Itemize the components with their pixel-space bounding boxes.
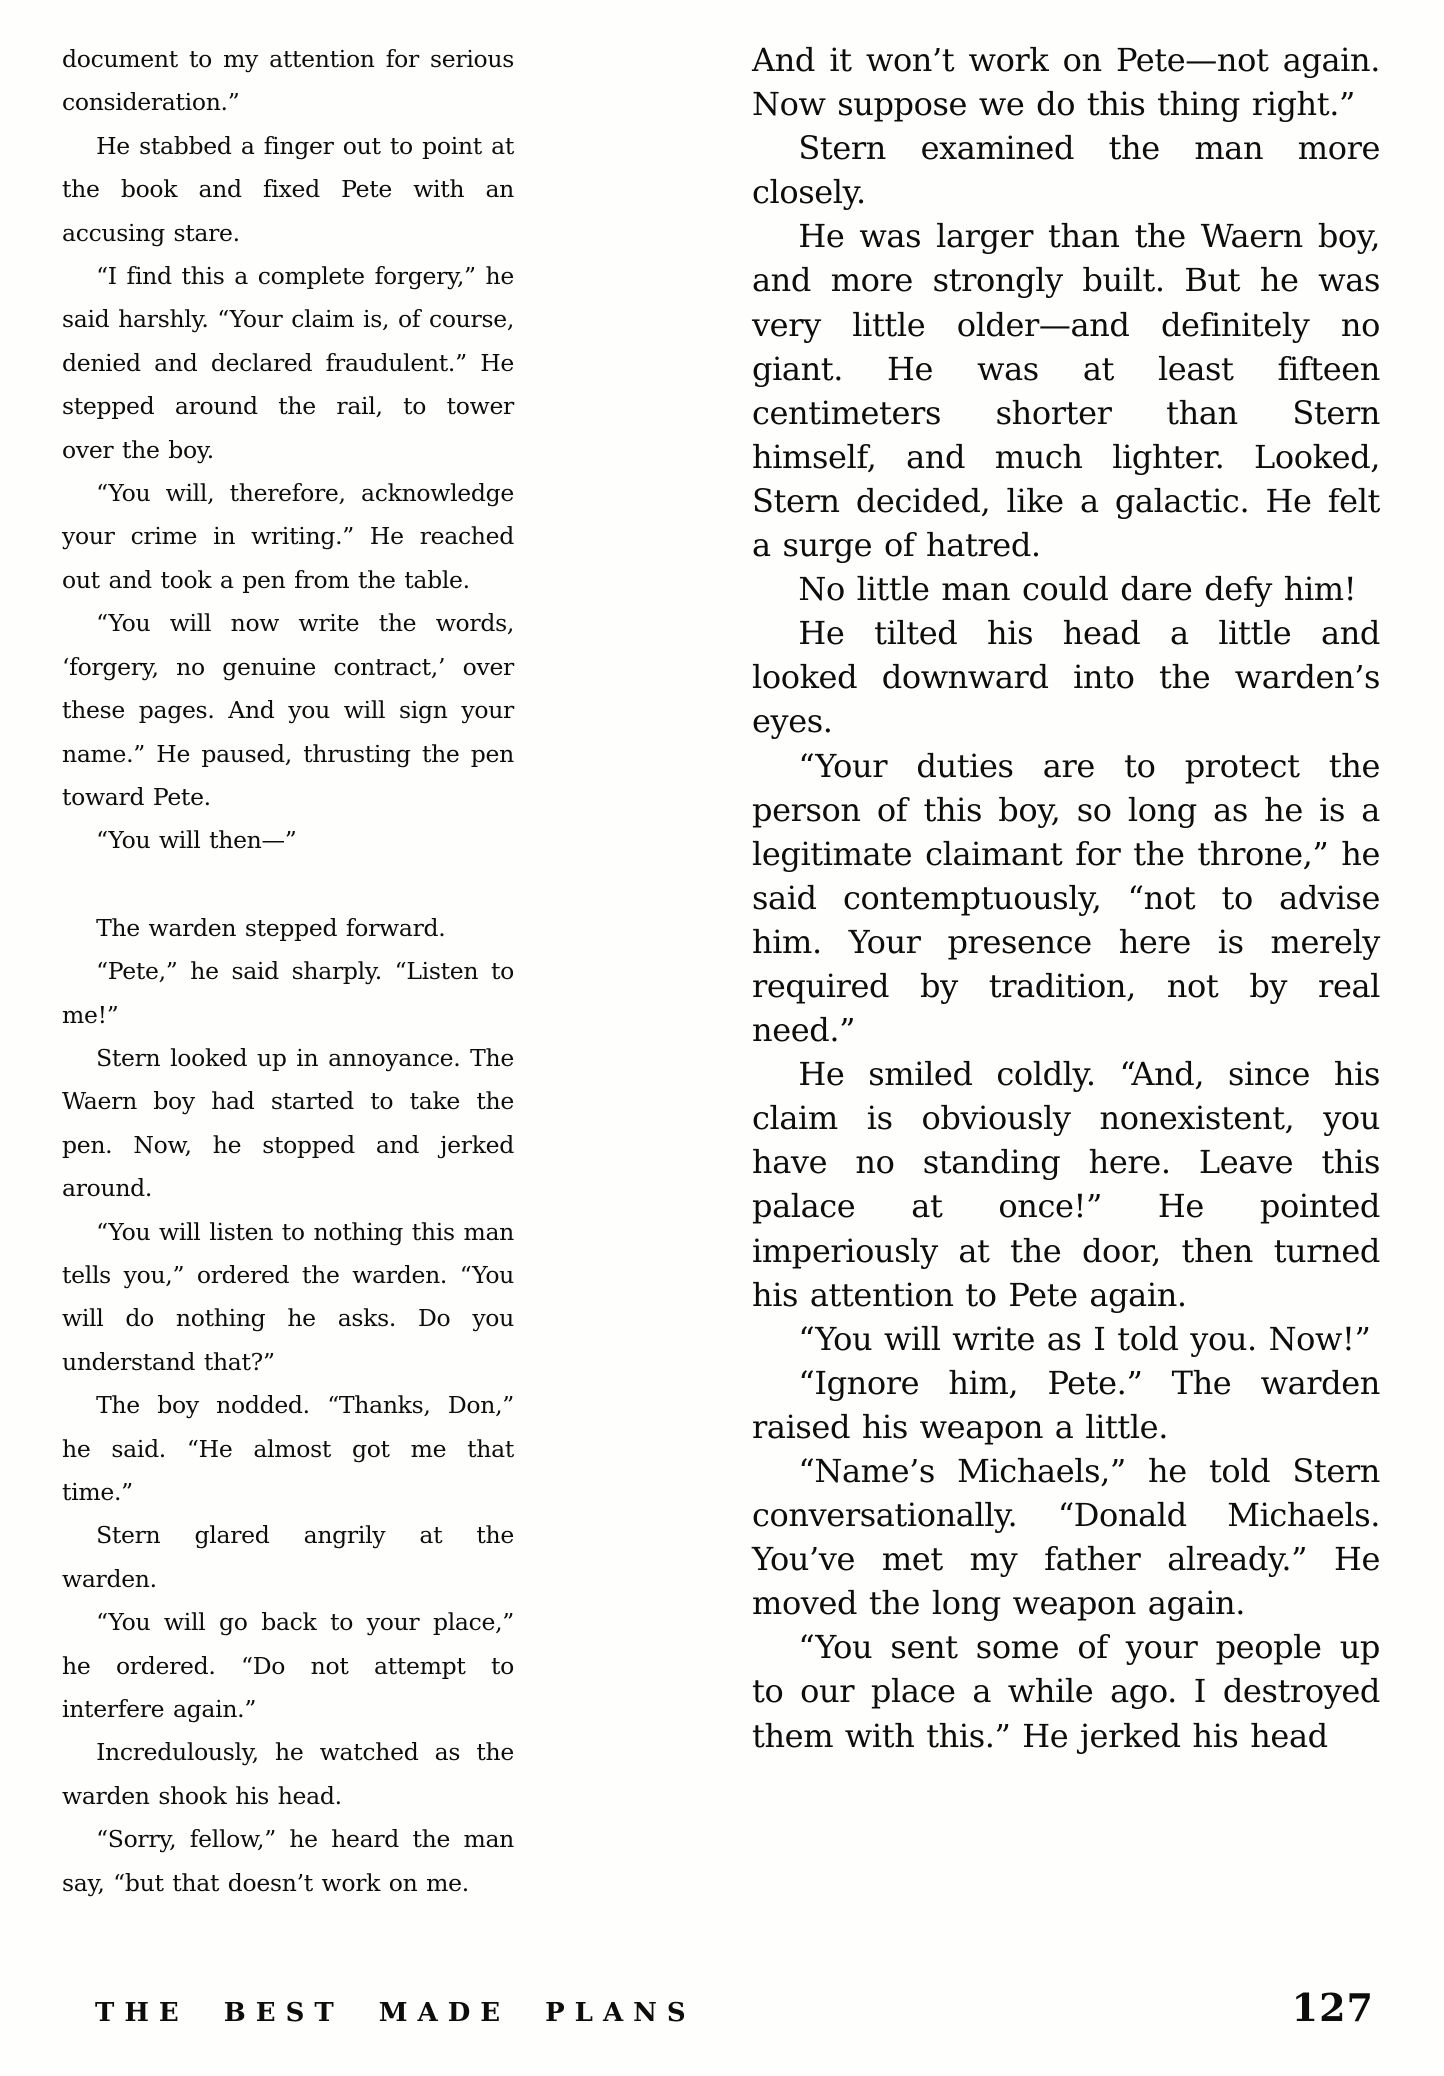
paragraph: “Ignore him, Pete.” The warden raised his weapon a little. [752, 1363, 1380, 1446]
paragraph: “You will now write the words, ‘forgery, no genuine contract,’ over these pages. And you will sign your name.” He paused, thrusting the pen toward Pete. [62, 609, 514, 811]
paragraph: No little man could dare defy him! [798, 570, 1357, 609]
paragraph: He smiled coldly. “And, since his claim is obviously nonexistent, you have no standing here. Leave this palace at once!” He pointed imperiously at the door, then turned his attention to Pete again. [752, 1055, 1380, 1314]
running-title: THE BEST MADE PLANS [95, 1998, 696, 2028]
paragraph: “You will then—” [96, 826, 297, 855]
paragraph: “I find this a complete forgery,” he said harshly. “Your claim is, of course, denied and declared fraudulent.” He stepped around the rail, to tower over the boy. [62, 262, 514, 464]
paragraph: Stern looked up in annoyance. The Waern boy had started to take the pen. Now, he stopped and jerked around. [62, 1043, 514, 1203]
paragraph: “You will listen to nothing this man tells you,” ordered the warden. “You will do nothing he asks. Do you understand that?” [62, 1217, 514, 1376]
paragraph: Incredulously, he watched as the warden shook his head. [62, 1738, 514, 1810]
paragraph: “Sorry, fellow,” he heard the man say, “but that doesn’t work on me. [62, 1825, 514, 1897]
paragraph: “You will, therefore, acknowledge your crime in writing.” He reached out and took a pen from the table. [62, 479, 514, 594]
text-column-right [752, 38, 1380, 1758]
paragraph: The warden stepped forward. [96, 913, 446, 942]
paragraph: “You will write as I told you. Now!” [798, 1319, 1371, 1358]
paragraph: “You sent some of your people up to our place a while ago. I destroyed them with this.” He jerked his head [752, 1628, 1380, 1755]
paragraph: “You will go back to your place,” he ordered. “Do not attempt to interfere again.” [62, 1608, 514, 1724]
paragraph: “Pete,” he said sharply. “Listen to me!” [62, 957, 514, 1029]
paragraph: Stern examined the man more closely. [752, 129, 1380, 212]
paragraph: He stabbed a finger out to point at the book and fixed Pete with an accusing stare. [62, 131, 514, 247]
page-number: 127 [1291, 1985, 1374, 2030]
paragraph: “Name’s Michaels,” he told Stern conversationally. “Donald Michaels. You’ve met my father already.” He moved the long weapon again. [752, 1452, 1380, 1623]
paragraph: The boy nodded. “Thanks, Don,” he said. “He almost got me that time.” [62, 1391, 514, 1506]
paragraph: And it won’t work on Pete—not again. Now suppose we do this thing right.” [752, 41, 1380, 124]
paragraph: document to my attention for serious consideration.” [62, 45, 514, 117]
paragraph: He was larger than the Waern boy, and more strongly built. But he was very little older—and definitely no giant. He was at least fifteen centimeters shorter than Stern himself, and much lighter. Looked, Stern decided, like a galactic. He felt a surge of hatred. [752, 217, 1380, 565]
paragraph: Stern glared angrily at the warden. [62, 1521, 514, 1593]
paragraph: “Your duties are to protect the person of this boy, so long as he is a legitimate claimant for the throne,” he said contemptuously, “not to advise him. Your presence here is merely required by tradition, not by real need.” [752, 746, 1380, 1050]
text-column-left [62, 38, 514, 1905]
paragraph: He tilted his head a little and looked downward into the warden’s eyes. [752, 614, 1380, 741]
